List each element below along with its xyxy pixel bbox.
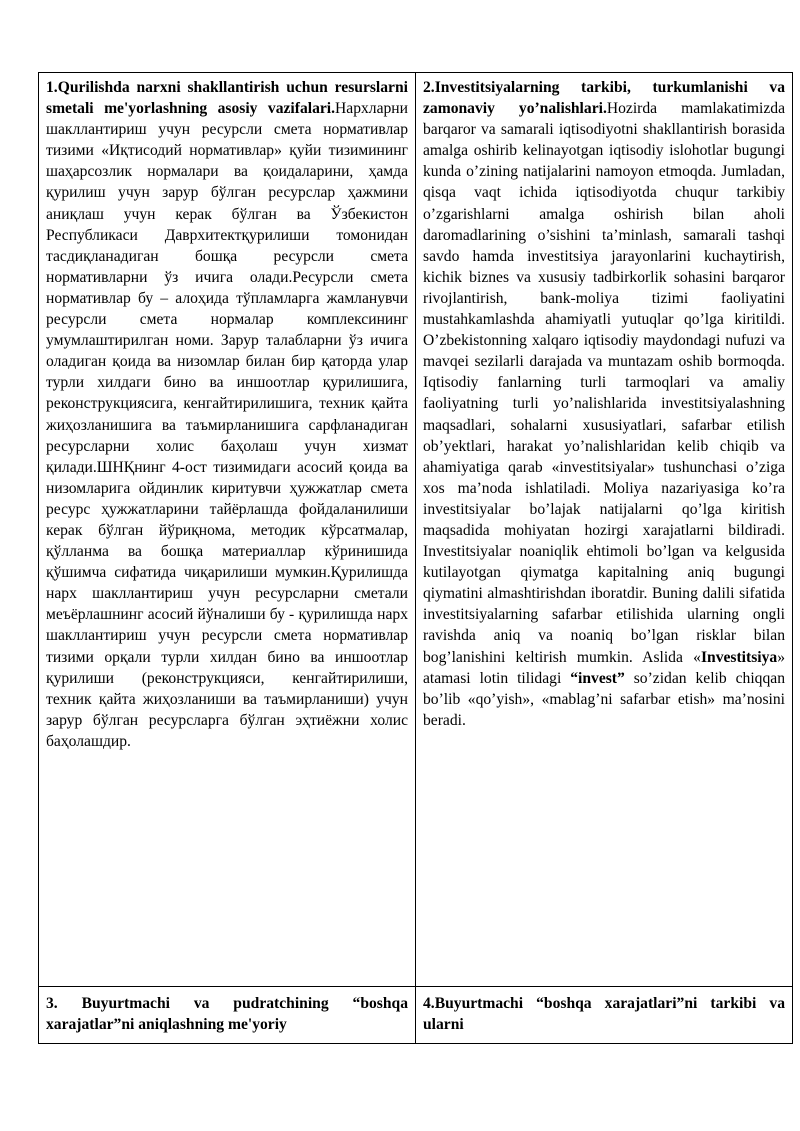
- question-2-heading: 2.Investitsiyalarning tarkibi, turkumlanishi va zamonaviy yo’nalishlari.: [423, 79, 785, 118]
- question-2-answer-part2: » atamasi lotin tilidagi: [423, 648, 785, 687]
- question-cell-3: [39, 987, 416, 1044]
- investitsiya-term: Investitsiya: [700, 648, 778, 666]
- question-cell-1: [39, 73, 416, 987]
- table-row: [39, 73, 793, 987]
- question-2-answer-part1: Hozirda mamlakatimizda barqaror va samarali iqtisodiyotni shakllantirish borasida amalga oshirib kelinayotgan iqtisodiy islohotlar bugungi kunda o’zining natijalarini namoyon etmoqda. Jumladan, qisqa vaqt ichida iqtisodiyotda chuqur tarkibiy o’zgarishlarni amalga oshirish bilan aholi daromadlarining o’sishini ta’minlash, samarali tashqi savdo hamda investitsiya jarayonlarini kuchaytirish, kichik biznes va xususiy tadbirkorlik sohasini barqaror rivojlantirish, bank-moliya tizimi faoliyatini mustahkamlashda ahamiyatli yutuqlar qo’lga kiritildi. O’zbekistonning xalqaro iqtisodiy maydondagi nufuzi va mavqei sezilarli darajada va muntazam oshib bormoqda. Iqtisodiy fanlarning turli tarmoqlari va amaliy faoliyatning turli yo’nalishlarida investitsiyalashning maqsadlari, sohalarni xususiyatlari, safarbar etilish ob’yektlari, harakat yo’nalishlaridan kelib chiqib va ahamiyatiga qarab «investitsiyalar» tushunchasi o’ziga xos ma’noda ishlatiladi. Moliya nazariyasiga ko’ra investitsiyalar bo’lajak natijalarni qo’lga kiritish maqsadida mohiyatan hozirgi xarajatlarni bildiradi. Investitsiyalar noaniqlik ehtimoli bo’lgan va kelgusida kutilayotgan qiymatga kapitalning aniq bugungi qiymatini almashtirishdan iboratdir. Buning dalili sifatida investitsiyalarning safarbar etilishida ularning ongli ravishda aniq va noaniq bo’lgan risklar bilan bog’lanishini keltirish mumkin. Aslida «: [423, 100, 785, 666]
- question-cell-4: [416, 987, 793, 1044]
- question-1-answer: Нархларни шакллантириш учун ресурсли смета нормативлар тизими «Иқтисодий нормативлар» қуйи тизимининг шаҳарсозлик нормалари ва қоидаларини, ҳамда қурилиш учун зарур бўлган ресурслар ҳажмини аниқлаш учун керак бўлган ва Ўзбекистон Республикаси Даврхитектқурилиши томонидан тасдиқланадиган бошқа ресурсли смета нормативларни ўз ичига олади.Ресурсли смета нормативлар бу – алоҳида тўпламларга жамланувчи ресурсли смета нормалар комплексининг умумлаштирилган номи. Зарур талабларни ўз ичига оладиган қоида ва низомлар билан бир қаторда улар турли хилдаги бино ва иншоотлар қурилишига, реконструкциясига, кенгайтирилишига, техник қайта жиҳозланишига ва таъмирланишига сарфланадиган ресурсларни холис баҳолаш учун хизмат қилади.ШНҚнинг 4-ост тизимидаги асосий қоида ва низомларига ойдинлик киритувчи ҳужжатлар смета ресурс ҳужжатларини тайёрлашда фойдаланилиши керак бўлган йўриқнома, методик кўрсатмалар, қўлланма ва бошқа материаллар кўринишида қўшимча сифатида чиқарилиши мумкин.Қурилишда нарх шакллантириш учун ресурсларни сметали меъёрлашнинг асосий йўналиши бу - қурилишда нарх шакллантириш учун ресурсли смета нормативлар тизими орқали турли хилдан бино ва иншоотлар қурилиши (реконструкцияси, кенгайтирилиши, техник қайта жиҳозланиши ва таъмирланиши) учун зарур бўлган ресурсларга бўлган эҳтиёжни холис баҳолашдир.: [46, 100, 408, 750]
- invest-latin-term: “invest”: [570, 669, 625, 687]
- questions-table: [38, 72, 793, 1044]
- question-1-heading: 1.Qurilishda narxni shakllantirish uchun resurslarni smetali me'yorlashning asosiy vazifalari.: [46, 79, 408, 118]
- question-2-answer-part3: so’zidan kelib chiqqan bo’lib «qo’yish», «mablag’ni safarbar etish» ma’nosini beradi.: [423, 669, 785, 729]
- question-cell-2: [416, 73, 793, 987]
- question-4-heading: 4.Buyurtmachi “boshqa xarajatlari”ni tarkibi va ularni: [423, 995, 785, 1034]
- document-page: [38, 72, 784, 1044]
- table-row: [39, 987, 793, 1044]
- question-3-heading: 3. Buyurtmachi va pudratchining “boshqa xarajatlar”ni aniqlashning me'yoriy: [46, 995, 408, 1034]
